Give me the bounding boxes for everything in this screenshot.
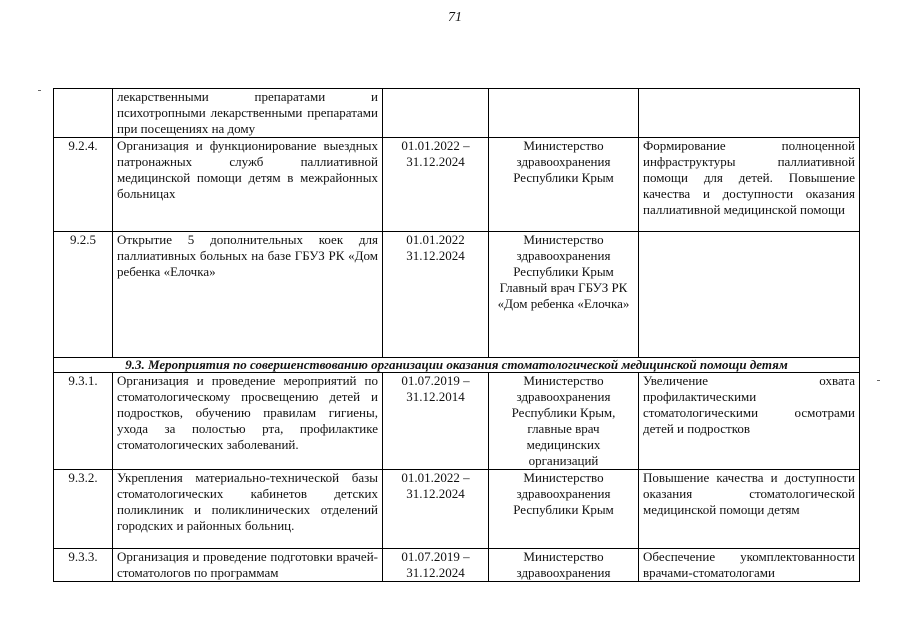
row-action: Укрепления материально-технической базы стоматологических кабинетов детских поликлиник и поликлинических отделений городских и районных больниц. [113, 470, 383, 549]
row-result: Формирование полноценной инфраструктуры паллиативной помощи для детей. Повышение качества и доступности оказания паллиативной медицинской помощи [639, 138, 860, 232]
row-action: лекарственными препаратами и психотропными лекарственными препаратами при посещениях на дому [113, 89, 383, 138]
row-executor: Министерство здравоохранения Республики Крым, главные врач медицинских организаций [489, 373, 639, 470]
row-period: 01.01.2022 – 31.12.2024 [383, 470, 489, 549]
row-result [639, 232, 860, 358]
row-executor: Министерство здравоохранения [489, 549, 639, 582]
row-period: 01.07.2019 – 31.12.2014 [383, 373, 489, 470]
table-row [54, 470, 860, 549]
table-row [54, 89, 860, 138]
row-period: 01.07.2019 – 31.12.2024 [383, 549, 489, 582]
table-row [54, 232, 860, 358]
row-number: 9.2.4. [54, 138, 113, 232]
row-number: 9.3.1. [54, 373, 113, 470]
row-executor: Министерство здравоохранения Республики Крым [489, 470, 639, 549]
row-action: Организация и функционирование выездных патронажных служб паллиативной медицинской помощи детям в межрайонных больницах [113, 138, 383, 232]
row-number [54, 89, 113, 138]
page-number: 71 [448, 10, 462, 25]
row-action: Организация и проведение мероприятий по стоматологическому просвещению детей и подростков, обучению правилам гигиены, ухода за полостью рта, профилактике стоматологических заболеваний. [113, 373, 383, 470]
row-result: Обеспечение укомплектованности врачами-стоматологами [639, 549, 860, 582]
row-executor: Министерство здравоохранения Республики Крым Главный врач ГБУЗ РК «Дом ребенка «Елочка» [489, 232, 639, 358]
row-result [639, 89, 860, 138]
section-heading: 9.3. Мероприятия по совершенствованию организации оказания стоматологической медицинской помощи детям [54, 358, 860, 373]
row-number: 9.3.2. [54, 470, 113, 549]
table-row [54, 373, 860, 470]
row-executor [489, 89, 639, 138]
row-period: 01.01.2022 – 31.12.2024 [383, 138, 489, 232]
table-row [54, 138, 860, 232]
row-period: 01.01.2022 31.12.2024 [383, 232, 489, 358]
table-row [54, 549, 860, 582]
row-result: Увеличение охвата профилактическими стоматологическими осмотрами детей и подростков [639, 373, 860, 470]
row-number: 9.3.3. [54, 549, 113, 582]
row-number: 9.2.5 [54, 232, 113, 358]
scan-mark [38, 90, 41, 91]
row-result: Повышение качества и доступности оказания стоматологической медицинской помощи детям [639, 470, 860, 549]
row-period [383, 89, 489, 138]
row-executor: Министерство здравоохранения Республики Крым [489, 138, 639, 232]
scan-mark [877, 380, 880, 381]
row-action: Открытие 5 дополнительных коек для паллиативных больных на базе ГБУЗ РК «Дом ребенка «Елочка» [113, 232, 383, 358]
row-action: Организация и проведение подготовки врачей-стоматологов по программам [113, 549, 383, 582]
section-heading-row [54, 358, 860, 373]
measures-table [53, 88, 860, 582]
